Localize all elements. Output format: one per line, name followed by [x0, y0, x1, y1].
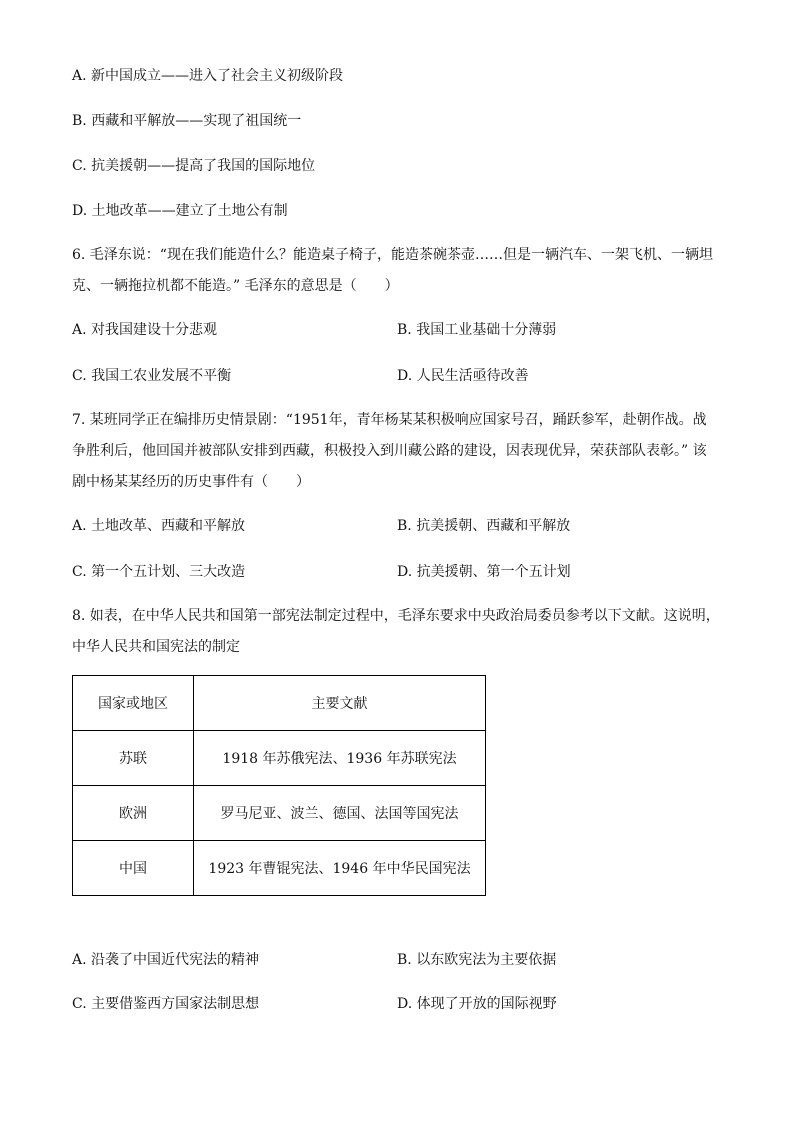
q7-option-c[interactable]: C. 第一个五计划、三大改造	[72, 564, 246, 580]
table-header-row	[73, 676, 486, 731]
q7-stem-line2: 争胜利后，他回国并被部队安排到西藏，积极投入到川藏公路的建设，因表现优异，荣获部队表彰。” 该	[72, 443, 707, 459]
q8-stem-line1: 8. 如表，在中华人民共和国第一部宪法制定过程中，毛泽东要求中央政治局委员参考以下文献。这说明，	[72, 608, 720, 624]
q6-option-d[interactable]: D. 人民生活亟待改善	[397, 368, 529, 384]
q7-stem-line1: 7. 某班同学正在编排历史情景剧：“1951年，青年杨某某积极响应国家号召，踊跃参军，赴朝作战。战	[72, 412, 707, 428]
q5-option-d[interactable]: D. 土地改革——建立了土地公有制	[72, 203, 288, 219]
table-row	[73, 841, 486, 896]
q6-option-b[interactable]: B. 我国工业基础十分薄弱	[397, 322, 557, 338]
q6-stem-line2: 克、一辆拖拉机都不能造。” 毛泽东的意思是（ ）	[72, 278, 399, 294]
constitution-reference-table	[72, 675, 486, 896]
table-cell-region: 欧洲	[73, 786, 194, 841]
q8-option-c[interactable]: C. 主要借鉴西方国家法制思想	[72, 996, 260, 1012]
q5-option-c[interactable]: C. 抗美援朝——提高了我国的国际地位	[72, 158, 316, 174]
table-row	[73, 731, 486, 786]
table-row	[73, 786, 486, 841]
table-header-region: 国家或地区	[73, 676, 194, 731]
table-cell-documents: 1918 年苏俄宪法、1936 年苏联宪法	[194, 731, 486, 786]
q8-option-a[interactable]: A. 沿袭了中国近代宪法的精神	[72, 952, 260, 968]
table-cell-region: 苏联	[73, 731, 194, 786]
table-cell-documents: 1923 年曹锟宪法、1946 年中华民国宪法	[194, 841, 486, 896]
table-header-documents: 主要文献	[194, 676, 486, 731]
q6-option-a[interactable]: A. 对我国建设十分悲观	[72, 322, 218, 338]
q8-option-d[interactable]: D. 体现了开放的国际视野	[397, 996, 557, 1012]
q6-option-c[interactable]: C. 我国工农业发展不平衡	[72, 368, 232, 384]
q7-option-b[interactable]: B. 抗美援朝、西藏和平解放	[397, 518, 571, 534]
q8-option-b[interactable]: B. 以东欧宪法为主要依据	[397, 952, 557, 968]
table-cell-region: 中国	[73, 841, 194, 896]
q7-stem-line3: 剧中杨某某经历的历史事件有（ ）	[72, 474, 310, 490]
q7-option-a[interactable]: A. 土地改革、西藏和平解放	[72, 518, 246, 534]
q7-option-d[interactable]: D. 抗美援朝、第一个五计划	[397, 564, 571, 580]
q5-option-a[interactable]: A. 新中国成立——进入了社会主义初级阶段	[72, 68, 344, 84]
q5-option-b[interactable]: B. 西藏和平解放——实现了祖国统一	[72, 113, 302, 129]
q8-stem-line2: 中华人民共和国宪法的制定	[72, 639, 240, 655]
table-cell-documents: 罗马尼亚、波兰、德国、法国等国宪法	[194, 786, 486, 841]
q6-stem-line1: 6. 毛泽东说：“现在我们能造什么？能造桌子椅子，能造茶碗茶壶……但是一辆汽车、一架飞机、一辆坦	[72, 247, 713, 263]
